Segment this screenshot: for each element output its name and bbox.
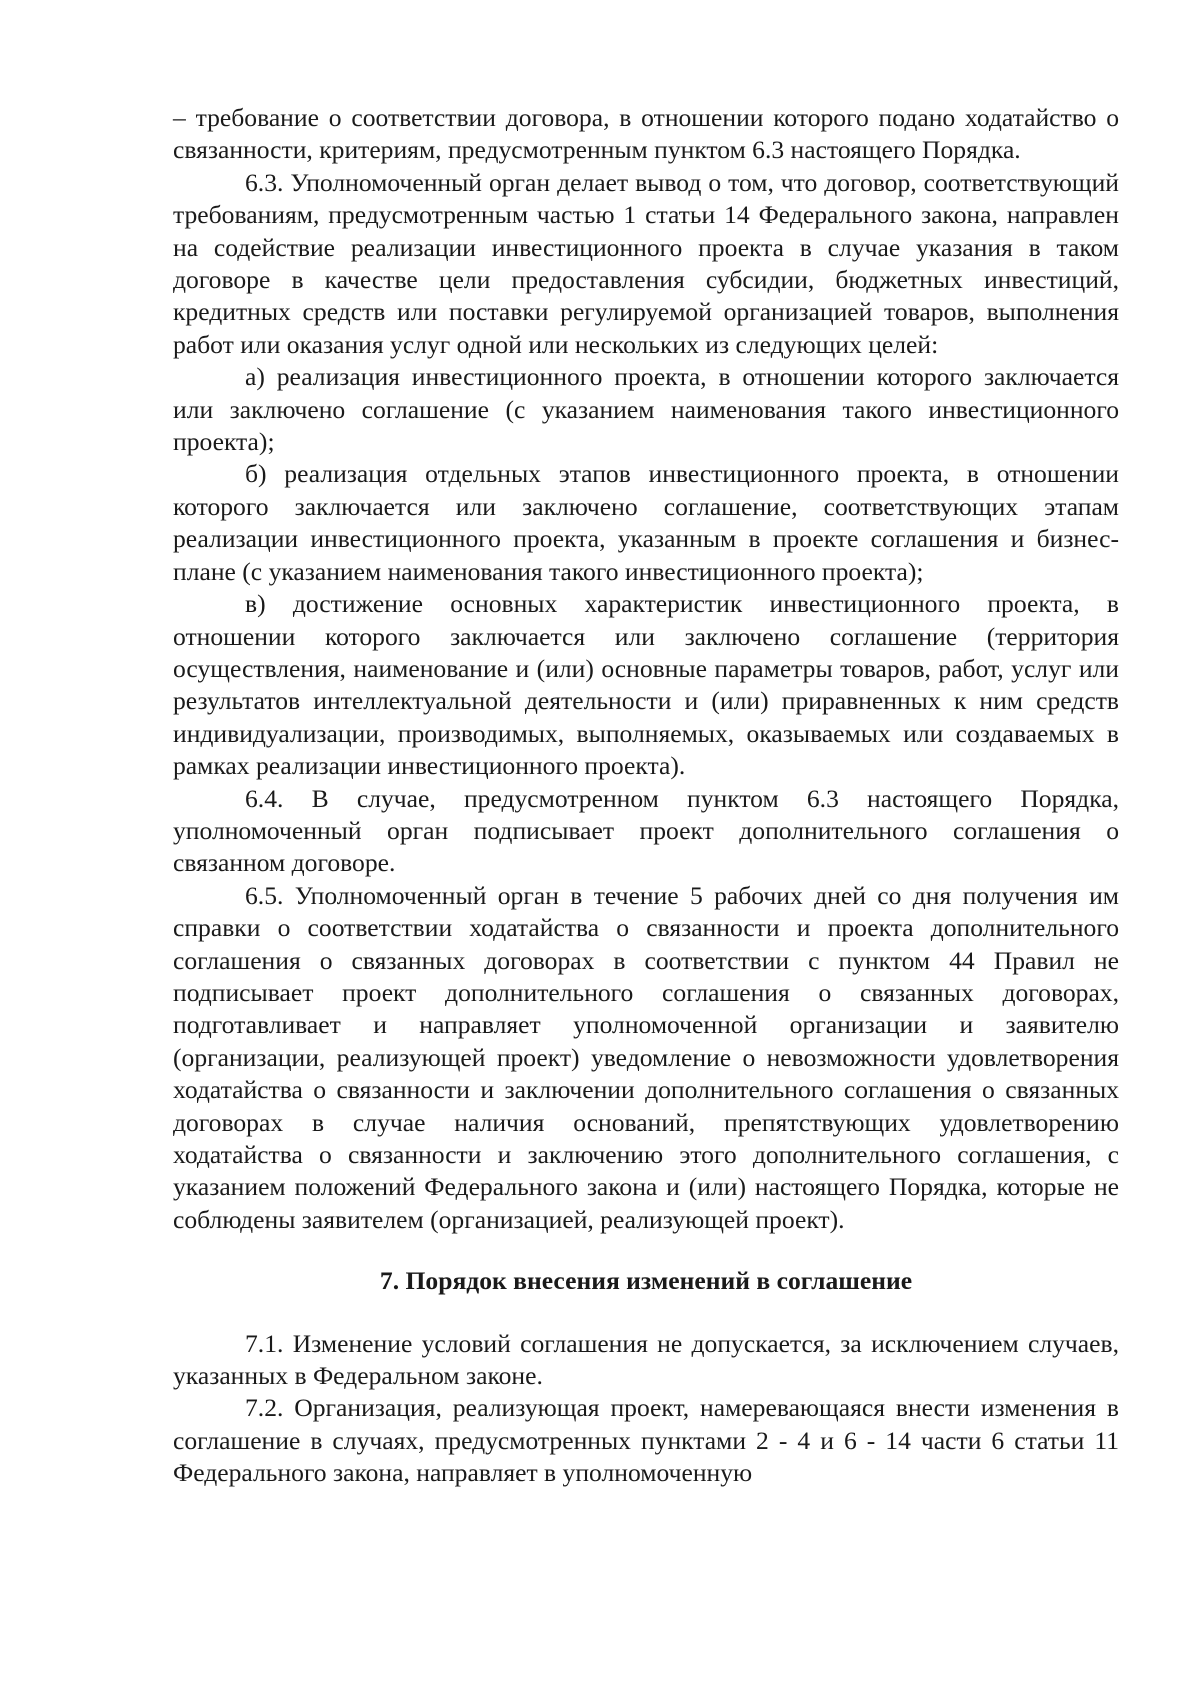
- paragraph-6-3: 6.3. Уполномоченный орган делает вывод о том, что договор, соответствующий требованиям, предусмотренным частью 1 статьи 14 Федерального закона, направлен на содействие реализации инвестиционного проекта в случае указания в таком договоре в качестве цели предоставления субсидии, бюджетных инвестиций, кредитных средств или поставки регулируемой организацией товаров, выполнения работ или оказания услуг одной или нескольких из следующих целей:: [173, 167, 1119, 359]
- paragraph-6-5: 6.5. Уполномоченный орган в течение 5 рабочих дней со дня получения им справки о соответствии ходатайства о связанности и проекта дополнительного соглашения о связанных договорах в соответствии с пунктом 44 Правил не подписывает проект дополнительного соглашения о связанных договорах, подготавливает и направляет уполномоченной организации и заявителю (организации, реализующей проект) уведомление о невозможности удовлетворения ходатайства о связанности и заключении дополнительного соглашения о связанных договорах в случае наличия оснований, препятствующих удовлетворению ходатайства о связанности и заключению этого дополнительного соглашения, с указанием положений Федерального закона и (или) настоящего Порядка, которые не соблюдены заявителем (организацией, реализующей проект).: [173, 880, 1119, 1234]
- paragraph-requirement-continuation: – требование о соответствии договора, в отношении которого подано ходатайство о связанности, критериям, предусмотренным пунктом 6.3 настоящего Порядка.: [173, 103, 1119, 165]
- paragraph-6-3-b: б) реализация отдельных этапов инвестиционного проекта, в отношении которого заключается или заключено соглашение, соответствующих этапам реализации инвестиционного проекта, указанным в проекте соглашения и бизнес-плане (с указанием наименования такого инвестиционного проекта);: [173, 459, 1119, 586]
- paragraph-7-1: 7.1. Изменение условий соглашения не допускается, за исключением случаев, указанных в Федеральном законе.: [173, 1328, 1119, 1391]
- document-body: [173, 102, 1119, 1490]
- paragraph-6-3-a: а) реализация инвестиционного проекта, в отношении которого заключается или заключено соглашение (с указанием наименования такого инвестиционного проекта);: [173, 362, 1119, 457]
- paragraph-6-3-v: в) достижение основных характеристик инвестиционного проекта, в отношении которого заключается или заключено соглашение (территория осуществления, наименование и (или) основные параметры товаров, работ, услуг или результатов интеллектуальной деятельности и (или) приравненных к ним средств индивидуализации, производимых, выполняемых, оказываемых или создаваемых в рамках реализации инвестиционного проекта).: [173, 589, 1119, 781]
- paragraph-6-4: 6.4. В случае, предусмотренном пунктом 6.3 настоящего Порядка, уполномоченный орган подписывает проект дополнительного соглашения о связанном договоре.: [173, 783, 1119, 878]
- section-7-heading: 7. Порядок внесения изменений в соглашение: [379, 1266, 913, 1296]
- paragraph-7-2: 7.2. Организация, реализующая проект, намеревающаяся внести изменения в соглашение в случаях, предусмотренных пунктами 2 - 4 и 6 - 14 части 6 статьи 11 Федерального закона, направляет в уполномоченную: [173, 1393, 1119, 1488]
